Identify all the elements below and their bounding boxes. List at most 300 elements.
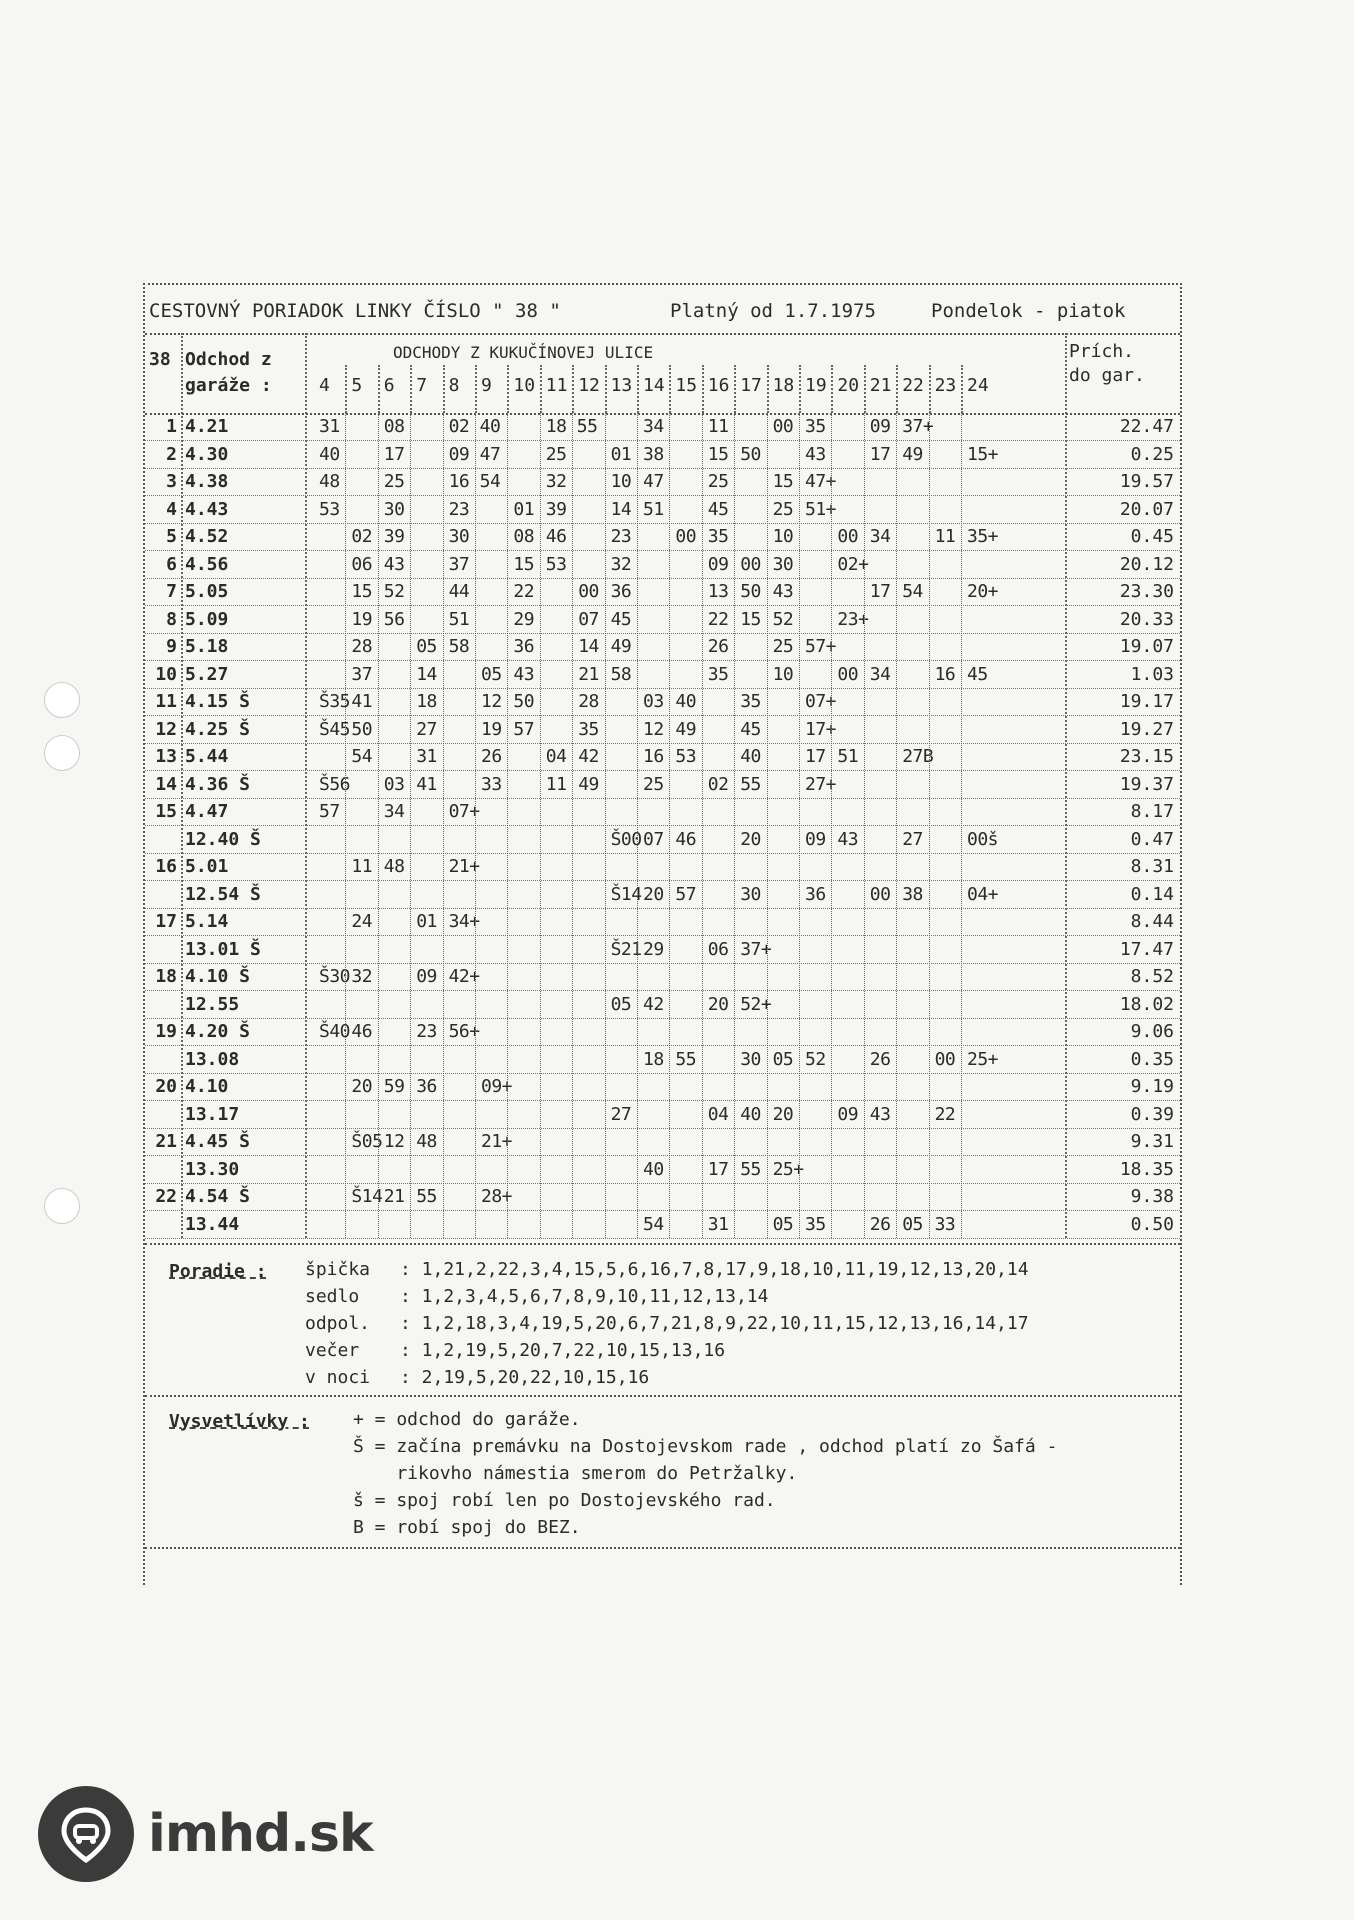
departure-minutes: 44 [448,581,470,602]
row-number: 20 [155,1076,177,1097]
departure-minutes: 04+ [967,883,999,905]
departure-minutes: 36 [610,581,632,602]
departure-minutes: 41 [416,773,437,795]
departure-minutes: 40 [675,691,697,712]
garage-arrival: 0.14 [1130,883,1174,905]
departure-minutes: 38 [902,883,923,905]
departure-minutes: 51+ [805,498,837,520]
garage-arrival: 9.31 [1130,1131,1174,1152]
departure-minutes: 01 [513,498,535,520]
garage-departure: 4.52 [185,526,229,547]
garage-departure: 4.43 [185,498,229,520]
departure-minutes: 11 [707,416,729,437]
column-divider [443,365,445,413]
column-divider [702,365,704,413]
departure-minutes: 17 [869,581,891,602]
departure-minutes: 09+ [481,1076,513,1097]
departure-minutes: 45 [740,718,761,740]
departure-minutes: 14 [578,636,599,657]
departure-minutes: 14 [610,498,632,520]
garage-arrival: 19.17 [1119,691,1174,712]
departure-minutes: 50 [513,691,535,712]
column-divider [864,413,865,1238]
order-period: sedlo [305,1286,360,1307]
garage-arrival: 23.30 [1119,581,1174,602]
garage-arrival: 22.47 [1119,416,1174,437]
departure-minutes: 29 [513,608,535,630]
departure-minutes: 52 [383,581,405,602]
line-number: 38 [149,349,171,370]
garage-arrival: 20.12 [1119,553,1174,575]
departure-minutes: 24 [351,911,373,932]
departure-minutes: 00 [934,1048,956,1070]
departure-minutes: 34 [869,526,891,547]
departure-minutes: 39 [545,498,567,520]
note-line: Š = začína premávku na Dostojevskom rade , odchod platí zo Šafá - [353,1436,1058,1457]
table-row [145,1073,1180,1101]
departure-minutes: 20 [351,1076,373,1097]
departure-minutes: 23 [416,1021,437,1042]
departure-minutes: Š00 [610,828,642,850]
table-row [145,578,1180,606]
garage-departure: 4.30 [185,443,229,465]
departure-minutes: 05 [610,993,632,1015]
notes-section [145,1397,1180,1549]
departure-minutes: 15+ [967,443,999,465]
departure-minutes: 42 [578,746,599,767]
notes-label: Vysvetlívky : [169,1411,310,1432]
garage-arrival: 9.38 [1130,1186,1174,1207]
garage-arrival: 19.27 [1119,718,1174,740]
departure-minutes: 41 [351,691,373,712]
departure-minutes: Š30 [319,966,351,987]
order-line [305,1313,1029,1334]
brand-logo[interactable] [38,1784,373,1884]
column-divider [637,365,639,413]
order-label: Poradie : [169,1261,267,1282]
garage-arrival: 19.37 [1119,773,1174,795]
departure-minutes: 09 [416,966,437,987]
departure-minutes: 09 [869,416,891,437]
note-line: rikovho námestia smerom do Petržalky. [353,1463,798,1484]
column-divider [799,365,801,413]
table-row [145,1018,1180,1046]
column-divider [410,413,411,1238]
departure-minutes: 36 [416,1076,437,1097]
departure-minutes: 55 [416,1186,437,1207]
departure-minutes: 40 [643,1158,664,1180]
departure-minutes: 48 [319,471,340,492]
departure-minutes: 35+ [967,526,999,547]
garage-arrival: 0.50 [1130,1213,1174,1235]
column-divider [345,413,346,1238]
departure-minutes: 55 [675,1048,697,1070]
departure-minutes: 55 [740,773,761,795]
column-divider [929,365,931,413]
column-divider [961,413,962,1238]
departure-minutes: 31 [319,416,340,437]
row-number: 16 [155,856,177,877]
departure-minutes: 54 [902,581,923,602]
departure-minutes: 02 [351,526,373,547]
departure-minutes: 22 [934,1103,956,1125]
departure-minutes: 27+ [805,773,837,795]
departure-minutes: 30 [448,526,470,547]
column-divider [896,365,898,413]
brand-name: imhd.sk [148,1804,373,1864]
departure-minutes: 01 [416,911,437,932]
departure-minutes: 12 [643,718,664,740]
table-row [145,1211,1180,1239]
garage-departure: 4.20 Š [185,1021,251,1042]
departure-minutes: 52+ [740,993,772,1015]
table-row [145,661,1180,689]
departure-minutes: 26 [707,636,729,657]
departure-minutes: 45 [967,663,988,685]
garage-departure: 5.01 [185,856,229,877]
column-divider [831,413,832,1238]
hour-header: 23 [934,375,957,396]
departure-minutes: 50 [740,443,761,465]
departure-minutes: 23+ [837,608,869,630]
departure-minutes: 57 [675,883,697,905]
garage-arrival: 0.39 [1130,1103,1174,1125]
order-line [305,1367,649,1388]
departure-minutes: 27 [610,1103,632,1125]
departure-minutes: 34 [869,663,891,685]
hour-header: 15 [675,375,698,396]
departure-minutes: 16 [643,746,664,767]
departure-minutes: 09 [707,553,729,575]
hour-header: 11 [545,375,568,396]
departure-minutes: 06 [351,553,373,575]
note-line: š = spoj robí len po Dostojevského rad. [353,1490,776,1511]
order-period: špička [305,1259,371,1280]
departure-minutes: 49 [578,773,599,795]
order-sequence: : 1,21,2,22,3,4,15,5,6,16,7,8,17,9,18,10,11,19,12,13,20,14 [400,1259,1029,1280]
logo-icon [38,1786,134,1882]
departure-minutes: 23 [448,498,470,520]
departure-minutes: 30 [772,553,794,575]
departure-minutes: 19 [481,718,502,740]
order-sequence: : 1,2,19,5,20,7,22,10,15,13,16 [400,1340,726,1361]
order-line [305,1286,768,1307]
departure-minutes: 15 [740,608,761,630]
garage-departure: 4.47 [185,801,229,822]
departure-minutes: 35 [578,718,599,740]
column-divider [702,413,703,1238]
order-period: večer [305,1340,360,1361]
garage-departure: 4.56 [185,553,229,575]
departure-minutes: 52 [772,608,794,630]
column-divider [864,365,866,413]
departures-label: ODCHODY Z KUKUČÍNOVEJ ULICE [393,343,654,362]
departure-minutes: 50 [351,718,373,740]
departure-minutes: 43 [772,581,794,602]
departure-minutes: 34+ [448,911,480,932]
departure-minutes: 26 [869,1213,891,1235]
garage-arrival: 0.35 [1130,1048,1174,1070]
table-row [145,936,1180,964]
note-line: + = odchod do garáže. [353,1409,581,1430]
table-row [145,881,1180,909]
row-number: 9 [166,636,177,657]
order-section [145,1243,1180,1397]
departure-minutes: 40 [740,1103,761,1125]
hour-header: 12 [578,375,600,396]
departure-minutes: 10 [772,663,794,685]
departure-minutes: 55 [740,1158,761,1180]
garage-arrival: 8.44 [1130,911,1174,932]
departure-minutes: 25 [643,773,664,795]
row-number: 10 [155,663,177,685]
garage-departure: 13.17 [185,1103,240,1125]
departure-minutes: 17 [383,443,405,465]
departure-minutes: 54 [351,746,373,767]
garage-arrival: 9.19 [1130,1076,1174,1097]
column-divider [345,365,347,413]
row-number: 19 [155,1021,177,1042]
order-line [305,1340,725,1361]
column-divider [961,365,963,413]
hour-header: 4 [319,375,330,396]
row-number: 11 [155,691,177,712]
row-number: 15 [155,801,177,822]
departure-minutes: 17+ [805,718,837,740]
departure-minutes: Š56 [319,773,351,795]
table-row [145,853,1180,881]
order-line [305,1259,1029,1280]
punch-hole [44,1188,80,1224]
departure-minutes: 15 [513,553,535,575]
column-divider [799,413,800,1238]
departure-minutes: 19 [351,608,373,630]
departure-minutes: 05 [416,636,437,657]
column-divider [1065,333,1067,1238]
table-row [145,826,1180,854]
departure-minutes: 49 [902,443,923,465]
departure-minutes: 00 [772,416,794,437]
departure-minutes: 30 [740,883,761,905]
garage-departure: 4.21 [185,416,229,437]
row-number: 7 [166,581,177,602]
garage-departure: 4.36 Š [185,773,251,795]
departure-minutes: 02 [707,773,729,795]
row-number: 5 [166,526,177,547]
departure-minutes: 25 [707,471,729,492]
table-row [145,413,1180,441]
departure-minutes: 51 [837,746,859,767]
departure-minutes: 34 [383,801,405,822]
table-row [145,1128,1180,1156]
column-divider [605,365,607,413]
departure-minutes: 17 [869,443,891,465]
departure-minutes: 46 [545,526,567,547]
departure-minutes: 25 [772,636,794,657]
departure-minutes: 42 [643,993,664,1015]
departure-minutes: 21+ [448,856,480,877]
departure-minutes: 04 [707,1103,729,1125]
row-number: 22 [155,1186,177,1207]
departure-minutes: 37+ [740,938,772,960]
departure-minutes: 08 [513,526,535,547]
departure-minutes: Š21 [610,938,642,960]
departure-minutes: 58 [610,663,632,685]
departure-minutes: 28+ [481,1186,513,1207]
departure-minutes: 01 [610,443,632,465]
column-divider [475,365,477,413]
departure-minutes: 27 [902,828,923,850]
column-divider [507,365,509,413]
garage-arrival: 0.45 [1130,526,1174,547]
departure-minutes: 43 [805,443,826,465]
hour-header: 22 [902,375,924,396]
garage-arrival: 1.03 [1130,663,1174,685]
departure-minutes: 26 [481,746,502,767]
garage-arrival: 20.33 [1119,608,1174,630]
departure-minutes: 48 [383,856,405,877]
departure-minutes: 08 [383,416,405,437]
departure-minutes: 27B [902,746,934,767]
garage-departure: 5.09 [185,608,229,630]
departure-minutes: 35 [707,526,729,547]
departure-minutes: 00 [740,553,761,575]
garage-arrival: 9.06 [1130,1021,1174,1042]
departure-minutes: 20 [643,883,664,905]
departure-minutes: 18 [416,691,437,712]
table-row [145,633,1180,661]
garage-departure: 12.54 Š [185,883,261,905]
column-divider [767,365,769,413]
departure-label: Odchod z [185,349,272,370]
note-line: B = robí spoj do BEZ. [353,1517,581,1538]
departure-minutes: 56+ [448,1021,480,1042]
garage-arrival: 19.07 [1119,636,1174,657]
departure-minutes: 02+ [837,553,869,575]
departure-minutes: 59 [383,1076,405,1097]
departure-minutes: 25 [545,443,567,465]
departure-minutes: 58 [448,636,470,657]
table-row [145,798,1180,826]
table-row [145,1156,1180,1184]
garage-arrival: 8.52 [1130,966,1174,987]
garage-arrival: 8.17 [1130,801,1174,822]
table-row [145,908,1180,936]
departure-minutes: 09 47 [448,443,501,465]
table-row [145,716,1180,744]
departure-minutes: Š40 [319,1021,351,1042]
departure-minutes: 15 [707,443,729,465]
row-number: 17 [155,911,177,932]
hour-header: 19 [805,375,827,396]
table-row [145,523,1180,551]
garage-arrival: 18.02 [1119,993,1174,1015]
departure-grid [145,413,1180,1240]
order-period: odpol. [305,1313,371,1334]
departure-minutes: 47+ [805,471,837,492]
column-divider [181,333,183,1238]
garage-departure: 5.27 [185,663,229,685]
departure-minutes: 49 [675,718,697,740]
departure-minutes: 20 [740,828,761,850]
garage-departure: 13.08 [185,1048,240,1070]
timetable-title [145,285,1180,335]
table-row [145,743,1180,771]
hour-header: 13 [610,375,633,396]
departure-minutes: Š45 [319,718,351,740]
column-divider [305,333,307,1238]
row-number: 4 [166,498,177,520]
table-row [145,688,1180,716]
hour-header: 14 [643,375,665,396]
departure-minutes: 21 [383,1186,405,1207]
hour-header: 20 [837,375,860,396]
garage-departure: 4.38 [185,471,229,492]
departure-minutes: 11 [934,526,956,547]
row-number: 21 [155,1131,177,1152]
departure-minutes: 07+ [805,691,837,712]
departure-minutes: 43 [383,553,405,575]
garage-arrival: 0.47 [1130,828,1174,850]
departure-minutes: 37 [351,663,373,685]
departure-minutes: 12 [383,1131,405,1152]
departure-minutes: 25 [383,471,405,492]
row-number: 13 [155,746,177,767]
title-days: Pondelok - piatok [931,300,1126,322]
table-row [145,991,1180,1019]
departure-minutes: 43 [869,1103,891,1125]
departure-minutes: 33 [934,1213,956,1235]
hour-header: 21 [869,375,892,396]
order-period: v noci [305,1367,371,1388]
order-sequence: : 2,19,5,20,22,10,15,16 [400,1367,650,1388]
departure-label-2: garáže : [185,375,272,396]
departure-minutes: 51 [448,608,470,630]
departure-minutes: 43 [513,663,535,685]
column-divider [540,413,541,1238]
departure-minutes: 35 [805,416,826,437]
departure-minutes: 05 [772,1213,794,1235]
departure-minutes: 27 [416,718,437,740]
departure-minutes: 00 [869,883,891,905]
departure-minutes: 30 [740,1048,761,1070]
departure-minutes: 15 [351,581,373,602]
timetable-document [143,283,1182,1585]
departure-minutes: 36 [513,636,535,657]
table-row [145,771,1180,799]
table-row [145,963,1180,991]
departure-minutes: 28 [578,691,599,712]
hour-header: 16 [707,375,730,396]
departure-minutes: 46 [351,1021,373,1042]
departure-minutes: 52 [805,1048,826,1070]
row-number: 6 [166,553,177,575]
garage-departure: 12.40 Š [185,828,261,850]
column-divider [572,413,573,1238]
row-number: 3 [166,471,177,492]
hour-header: 9 [481,375,492,396]
row-number: 18 [155,966,177,987]
garage-arrival: 0.25 [1130,443,1174,465]
departure-minutes: 03 [643,691,664,712]
row-number: 2 [166,443,177,465]
table-row [145,441,1180,469]
departure-minutes: 36 [805,883,826,905]
departure-minutes: 38 [643,443,664,465]
arrival-label: Prích. [1069,341,1135,362]
column-divider [734,365,736,413]
hour-header: 8 [448,375,460,396]
